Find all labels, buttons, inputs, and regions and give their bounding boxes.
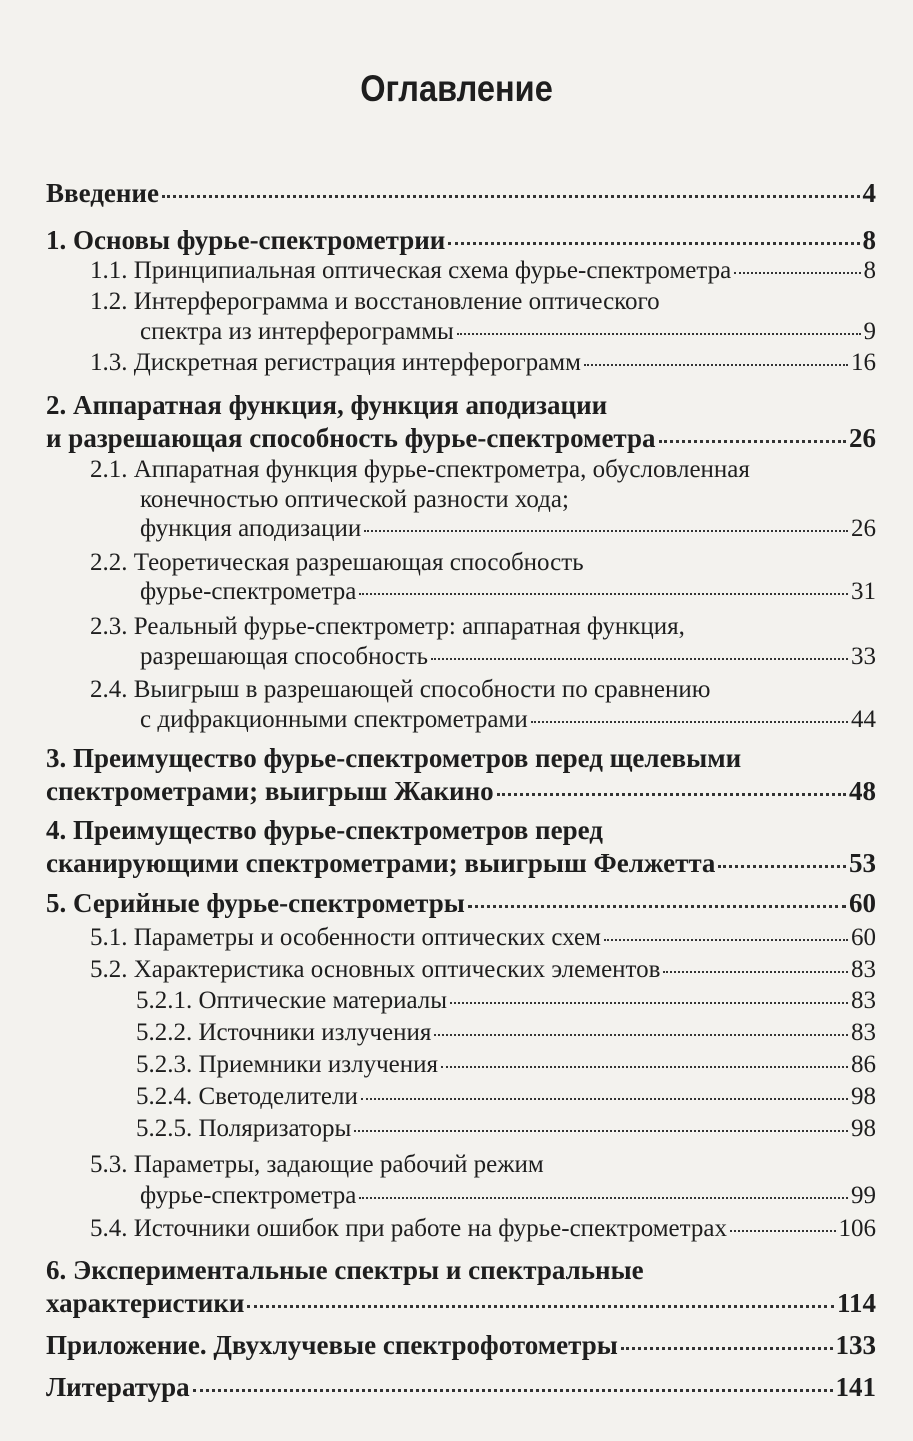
toc-label: 1.3. Дискретная регистрация интерферограмм (90, 349, 581, 376)
toc-page-number: 53 (849, 848, 876, 878)
toc-label: 5.1. Параметры и особенности оптических схем (90, 924, 601, 951)
toc-label: фурье-спектрометра (140, 1182, 357, 1209)
leader-dots (604, 939, 848, 941)
toc-label: 5.2.1. Оптические материалы (136, 987, 448, 1014)
toc-label: 1. Основы фурье-спектрометрии (46, 225, 446, 255)
toc-page-number: 60 (849, 888, 876, 918)
toc-entry-chapter-3-line1[interactable]: 3. Преимущество фурье-спектрометров перед щелевыми (46, 743, 742, 773)
toc-entry-1-3[interactable] (90, 349, 876, 377)
toc-entry-2-1[interactable] (140, 515, 876, 543)
toc-label: функция аподизации (140, 515, 362, 542)
toc-entry-5-2-5[interactable] (136, 1115, 876, 1143)
toc-entry-2-4-line1[interactable]: 2.4. Выигрыш в разрешающей способности по сравнению (90, 676, 711, 703)
toc-entry-2-1-line2[interactable]: конечностью оптической разности хода; (140, 486, 569, 513)
toc-entry-appendix[interactable] (46, 1330, 876, 1361)
leader-dots (497, 793, 846, 796)
toc-entry-5-2-3[interactable] (136, 1051, 876, 1079)
toc-page-number: 98 (851, 1115, 876, 1142)
toc-page-number: 8 (863, 257, 876, 284)
toc-entry-5-2[interactable] (90, 956, 876, 984)
leader-dots (354, 1130, 848, 1132)
leader-dots (584, 364, 848, 366)
toc-label: Введение (46, 178, 159, 208)
toc-label: 5.2.5. Поляризаторы (136, 1115, 352, 1142)
leader-dots (193, 1389, 833, 1392)
toc-entry-literature[interactable] (46, 1372, 876, 1403)
toc-page-number: 9 (863, 318, 876, 345)
toc-entry-5-2-2[interactable] (136, 1019, 876, 1047)
toc-label: с дифракционными спектрометрами (140, 706, 528, 733)
toc-page-number: 99 (851, 1182, 876, 1209)
leader-dots (468, 905, 846, 908)
toc-label: 5. Серийные фурье-спектрометры (46, 888, 465, 918)
toc-entry-chapter-5[interactable] (46, 888, 876, 919)
toc-page-number: 114 (836, 1288, 876, 1318)
toc-page-number: 16 (851, 349, 876, 376)
toc-label: фурье-спектрометра (140, 578, 357, 605)
toc-entry-5-2-4[interactable] (136, 1083, 876, 1111)
toc-page-number: 141 (835, 1372, 876, 1402)
toc-entry-2-3[interactable] (140, 643, 876, 671)
toc-page-number: 33 (851, 643, 876, 670)
toc-entry-2-3-line1[interactable]: 2.3. Реальный фурье-спектрометр: аппаратная функция, (90, 613, 685, 640)
leader-dots (621, 1347, 833, 1350)
toc-label: 5.4. Источники ошибок при работе на фурье-спектрометрах (90, 1215, 727, 1242)
toc-label: 5.2.2. Источники излучения (136, 1019, 432, 1046)
toc-label: 5.2.4. Светоделители (136, 1083, 358, 1110)
toc-label: спектрометрами; выигрыш Жакино (46, 776, 494, 806)
leader-dots (531, 721, 848, 723)
toc-entry-2-1-line1[interactable]: 2.1. Аппаратная функция фурье-спектрометра, обусловленная (90, 456, 750, 483)
toc-entry-1-2[interactable] (140, 318, 876, 346)
toc-label: Литература (46, 1372, 190, 1402)
toc-label: характеристики (46, 1288, 245, 1318)
leader-dots (364, 530, 848, 532)
leader-dots (247, 1305, 834, 1308)
toc-entry-chapter-1[interactable] (46, 225, 876, 256)
leader-dots (730, 1230, 836, 1232)
toc-entry-5-1[interactable] (90, 924, 876, 952)
leader-dots (359, 593, 848, 595)
toc-entry-5-3-line1[interactable]: 5.3. Параметры, задающие рабочий режим (90, 1151, 544, 1178)
toc-page-number: 60 (851, 924, 876, 951)
toc-label: 5.2. Характеристика основных оптических элементов (90, 956, 661, 983)
toc-page-number: 106 (838, 1215, 876, 1242)
toc-entry-chapter-6[interactable] (46, 1288, 876, 1319)
leader-dots (663, 971, 848, 973)
toc-entry-intro[interactable] (46, 178, 876, 209)
leader-dots (441, 1066, 848, 1068)
toc-page-number: 48 (849, 776, 876, 806)
toc-label: разрешающая способность (140, 643, 429, 670)
toc-label: 1.1. Принципиальная оптическая схема фурье-спектрометра (90, 257, 732, 284)
toc-page-number: 26 (851, 515, 876, 542)
toc-entry-2-4[interactable] (140, 706, 876, 734)
toc-entry-chapter-3[interactable] (46, 776, 876, 807)
leader-dots (734, 272, 860, 274)
leader-dots (659, 440, 846, 443)
leader-dots (162, 195, 860, 198)
toc-page-number: 83 (851, 987, 876, 1014)
toc-page-number: 86 (851, 1051, 876, 1078)
toc-entry-1-2-line1[interactable]: 1.2. Интерферограмма и восстановление оптического (90, 288, 660, 315)
leader-dots (361, 1098, 848, 1100)
toc-entry-chapter-4[interactable] (46, 848, 876, 879)
toc-entry-chapter-4-line1[interactable]: 4. Преимущество фурье-спектрометров перед (46, 815, 603, 845)
toc-page-number: 26 (849, 423, 876, 453)
toc-label: и разрешающая способность фурье-спектрометра (46, 423, 656, 453)
toc-entry-chapter-6-line1[interactable]: 6. Экспериментальные спектры и спектральные (46, 1255, 644, 1285)
toc-entry-2-2-line1[interactable]: 2.2. Теоретическая разрешающая способность (90, 549, 584, 576)
toc-page-number: 4 (862, 178, 876, 208)
leader-dots (434, 1034, 848, 1036)
leader-dots (359, 1197, 848, 1199)
toc-page-number: 8 (862, 225, 876, 255)
toc-label: 5.2.3. Приемники излучения (136, 1051, 439, 1078)
toc-page-number: 133 (835, 1330, 876, 1360)
toc-entry-chapter-2-line1[interactable]: 2. Аппаратная функция, функция аподизации (46, 390, 608, 420)
toc-page-number: 44 (851, 706, 876, 733)
toc-page-number: 83 (851, 956, 876, 983)
toc-entry-5-3[interactable] (140, 1182, 876, 1210)
toc-page-number: 83 (851, 1019, 876, 1046)
toc-entry-2-2[interactable] (140, 578, 876, 606)
toc-label: спектра из интерферограммы (140, 318, 454, 345)
page-title: Оглавление (360, 68, 553, 109)
leader-dots (448, 242, 859, 245)
leader-dots (450, 1002, 848, 1004)
toc-page-number: 31 (851, 578, 876, 605)
toc-entry-chapter-2[interactable] (46, 423, 876, 454)
leader-dots (431, 658, 848, 660)
leader-dots (457, 333, 861, 335)
toc-entry-5-2-1[interactable] (136, 987, 876, 1015)
leader-dots (718, 865, 846, 868)
toc-entry-1-1[interactable] (90, 257, 876, 285)
toc-label: Приложение. Двухлучевые спектрофотометры (46, 1330, 618, 1360)
toc-page-number: 98 (851, 1083, 876, 1110)
toc-label: сканирующими спектрометрами; выигрыш Фелжетта (46, 848, 716, 878)
toc-entry-5-4[interactable] (90, 1215, 876, 1243)
